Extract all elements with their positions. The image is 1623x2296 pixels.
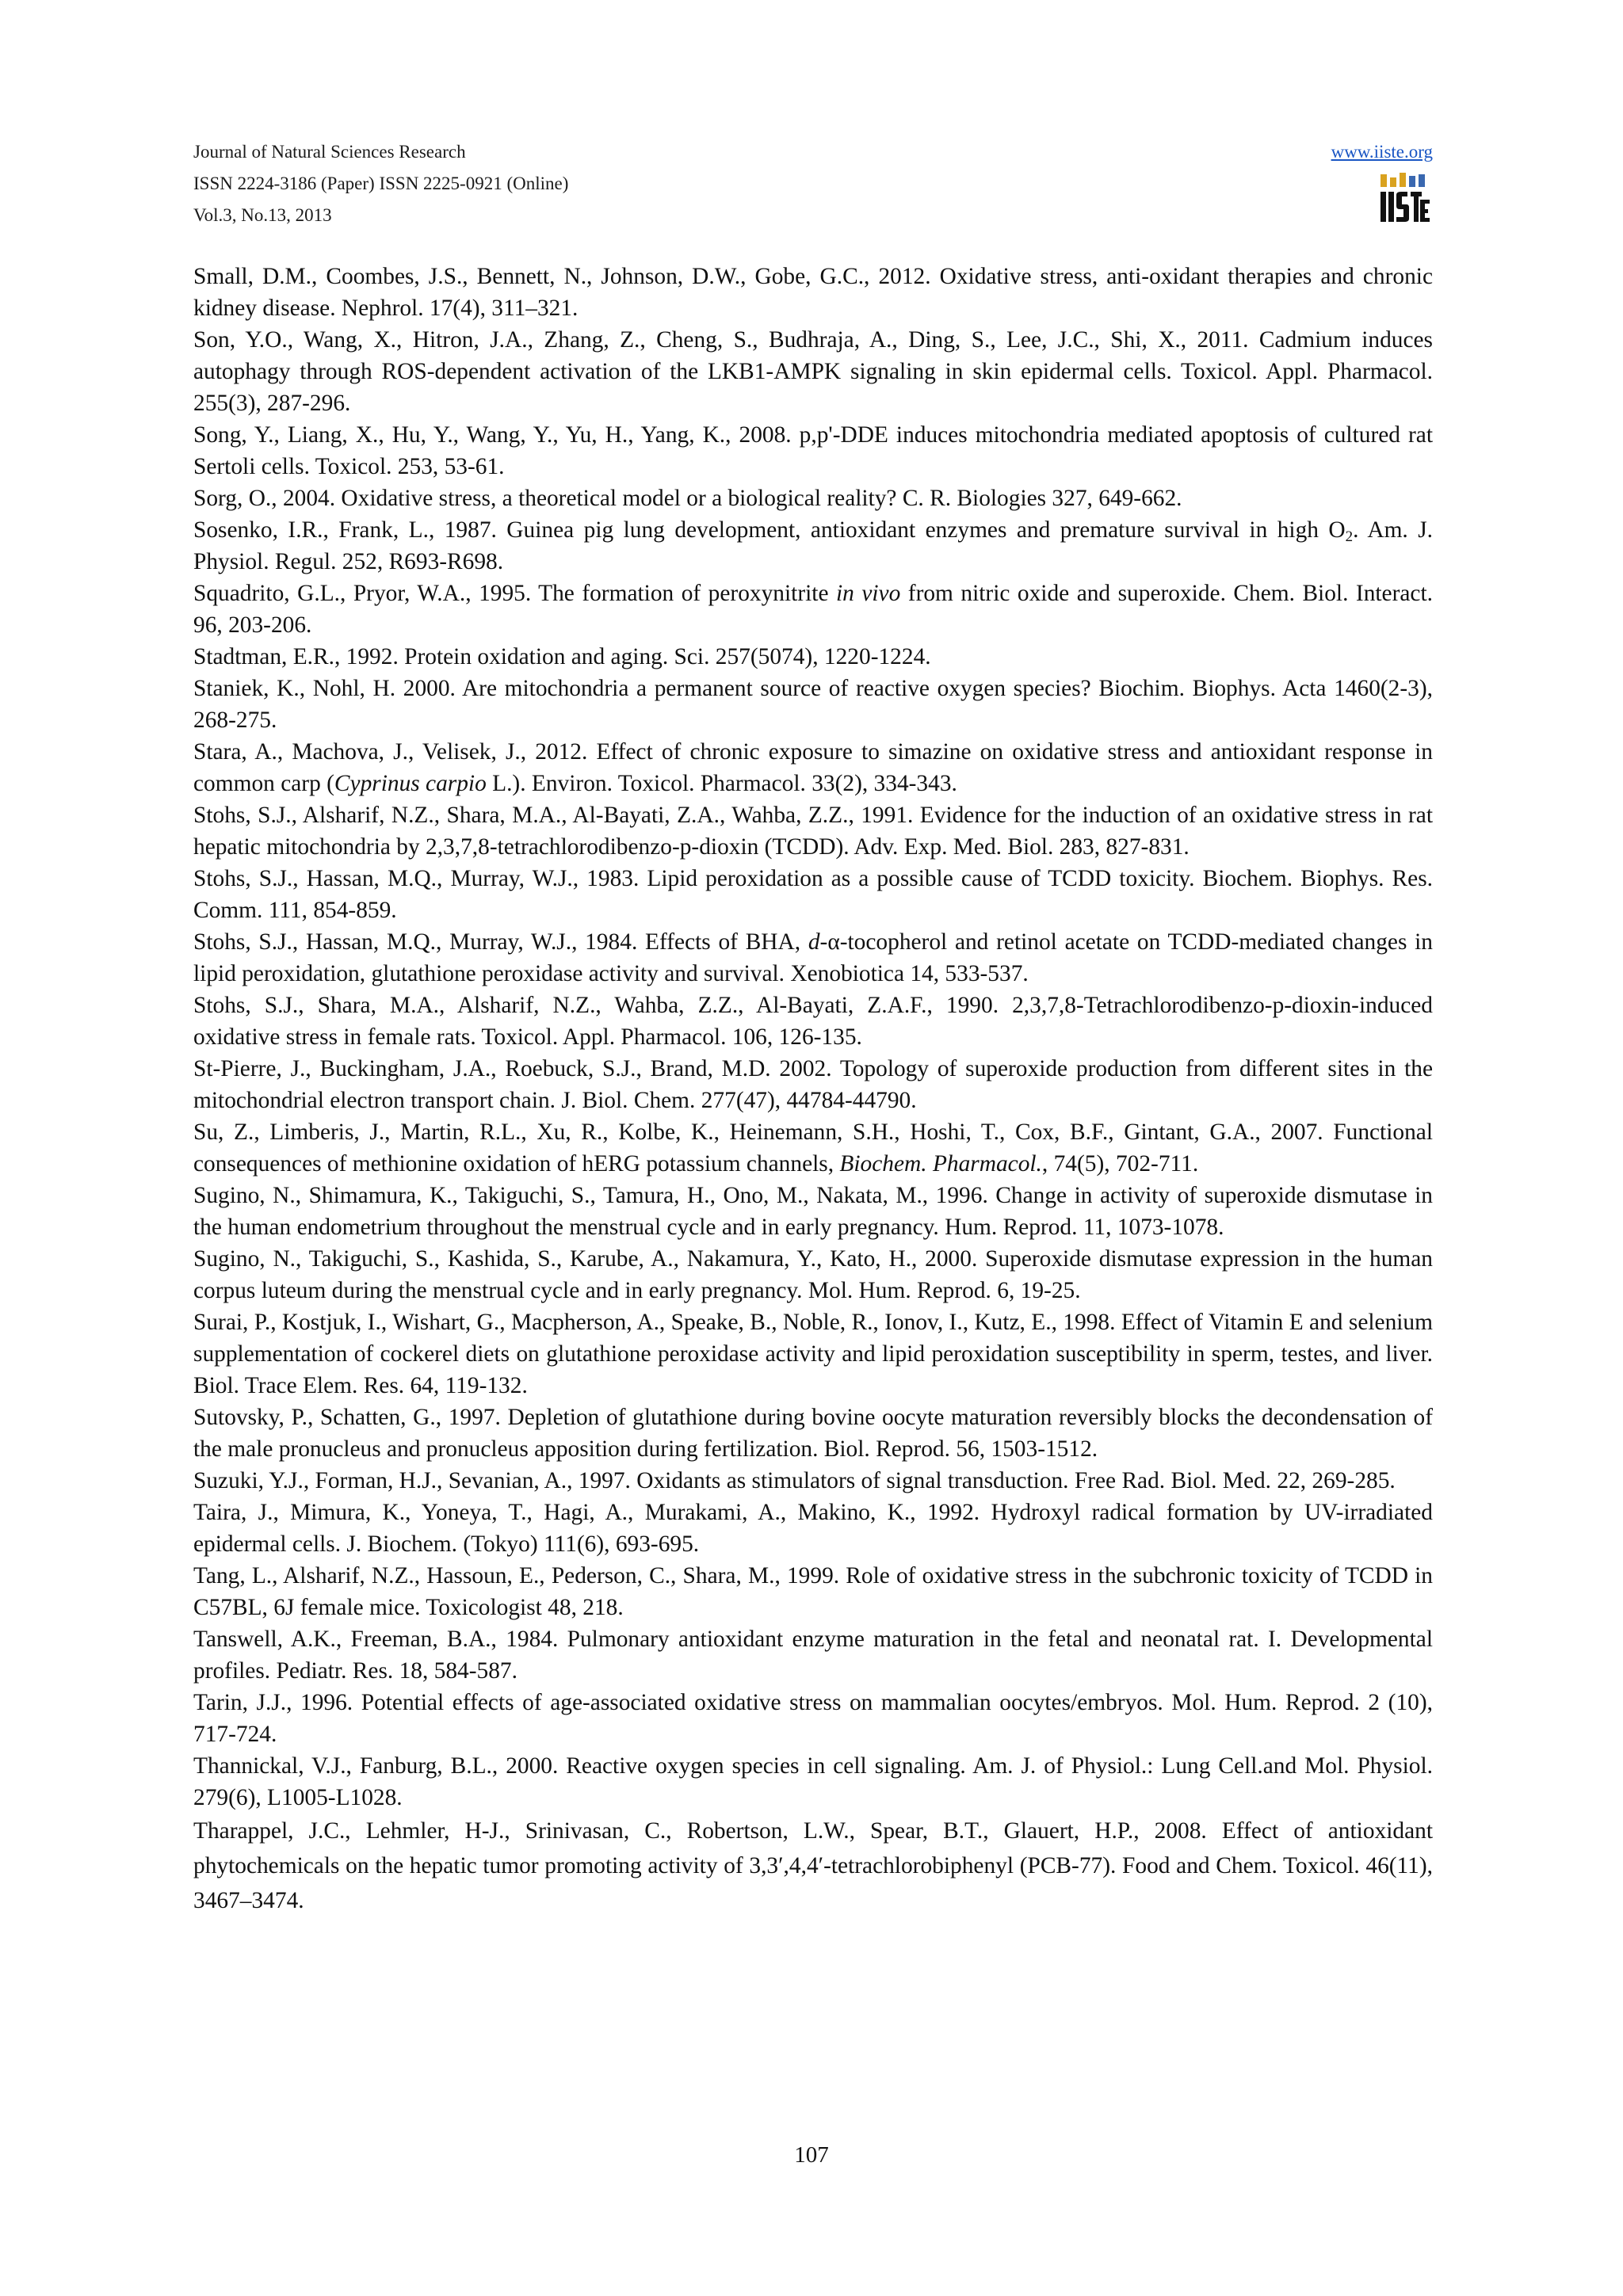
reference-entry: Tang, L., Alsharif, N.Z., Hassoun, E., Pederson, C., Shara, M., 1999. Role of oxidative stress in the subchronic toxicity of TCDD in C57BL, 6J female mice. Toxicologist 48, 218. xyxy=(193,1563,1433,1620)
reference-entry: Stadtman, E.R., 1992. Protein oxidation and aging. Sci. 257(5074), 1220-1224. xyxy=(193,644,931,669)
volume-line: Vol.3, No.13, 2013 xyxy=(193,205,332,225)
running-header xyxy=(193,136,1433,231)
issn-line: ISSN 2224-3186 (Paper) ISSN 2225-0921 (Online) xyxy=(193,174,569,193)
reference-entry: Su, Z., Limberis, J., Martin, R.L., Xu, R., Kolbe, K., Heinemann, S.H., Hoshi, T., Cox, B.F., Gintant, G.A., 2007. Functional consequences of methionine oxidation of hERG potassium channels, Biochem. Pharmacol., 74(5), 702-711. xyxy=(193,1119,1433,1177)
reference-entry: Thannickal, V.J., Fanburg, B.L., 2000. Reactive oxygen species in cell signaling. Am. J. of Physiol.: Lung Cell.and Mol. Physiol. 279(6), L1005-L1028. xyxy=(193,1753,1433,1810)
reference-entry: Small, D.M., Coombes, J.S., Bennett, N., Johnson, D.W., Gobe, G.C., 2012. Oxidative stress, anti-oxidant therapies and chronic kidney disease. Nephrol. 17(4), 311–321. xyxy=(193,264,1433,321)
website-link[interactable]: www.iiste.org xyxy=(1331,142,1433,162)
reference-entry: Staniek, K., Nohl, H. 2000. Are mitochondria a permanent source of reactive oxygen species? Biochim. Biophys. Acta 1460(2-3), 268-275. xyxy=(193,676,1433,733)
reference-entry: Stara, A., Machova, J., Velisek, J., 2012. Effect of chronic exposure to simazine on oxidative stress and antioxidant response in common carp (Cyprinus carpio L.). Environ. Toxicol. Pharmacol. 33(2), 334-343. xyxy=(193,739,1433,796)
reference-entry: Son, Y.O., Wang, X., Hitron, J.A., Zhang, Z., Cheng, S., Budhraja, A., Ding, S., Lee, J.C., Shi, X., 2011. Cadmium induces autophagy through ROS-dependent activation of the LKB1-AMPK signaling in skin epidermal cells. Toxicol. Appl. Pharmacol. 255(3), 287-296. xyxy=(193,327,1433,416)
journal-title: Journal of Natural Sciences Research xyxy=(193,142,466,162)
page-number: 107 xyxy=(794,2142,829,2168)
reference-entry: Tanswell, A.K., Freeman, B.A., 1984. Pulmonary antioxidant enzyme maturation in the fetal and neonatal rat. I. Developmental profiles. Pediatr. Res. 18, 584-587. xyxy=(193,1627,1433,1684)
reference-entry: Stohs, S.J., Shara, M.A., Alsharif, N.Z., Wahba, Z.Z., Al-Bayati, Z.A.F., 1990. 2,3,7,8-Tetrachlorodibenzo-p-dioxin-induced oxidative stress in female rats. Toxicol. Appl. Pharmacol. 106, 126-135. xyxy=(193,993,1433,1050)
reference-entry: Surai, P., Kostjuk, I., Wishart, G., Macpherson, A., Speake, B., Noble, R., Ionov, I., Kutz, E., 1998. Effect of Vitamin E and selenium supplementation of cockerel diets on glutathione peroxidase activity and lipid peroxidation susceptibility in sperm, testes, and liver. Biol. Trace Elem. Res. 64, 119-132. xyxy=(193,1310,1433,1398)
reference-entry: Sosenko, I.R., Frank, L., 1987. Guinea pig lung development, antioxidant enzymes and premature survival in high $O_2$. Am. J. Physiol. Regul. 252, R693-R698. xyxy=(193,517,1434,574)
reference-entry: Squadrito, G.L., Pryor, W.A., 1995. The formation of peroxynitrite in vivo from nitric oxide and superoxide. Chem. Biol. Interact. 96, 203-206. xyxy=(193,581,1433,638)
reference-entry: Tharappel, J.C., Lehmler, H-J., Srinivasan, C., Robertson, L.W., Spear, B.T., Glauert, H.P., 2008. Effect of antioxidant phytochemicals on the hepatic tumor promoting activity of 3,3′,4,4′-tetrachlorobiphenyl (PCB-77). Food and Chem. Toxicol. 46(11), 3467–3474. xyxy=(193,1818,1433,1913)
reference-entry: Sugino, N., Takiguchi, S., Kashida, S., Karube, A., Nakamura, Y., Kato, H., 2000. Superoxide dismutase expression in the human corpus luteum during the menstrual cycle and in early pregnancy. Mol. Hum. Reprod. 6, 19-25. xyxy=(193,1246,1433,1303)
reference-entry: Suzuki, Y.J., Forman, H.J., Sevanian, A., 1997. Oxidants as stimulators of signal transduction. Free Rad. Biol. Med. 22, 269-285. xyxy=(193,1468,1396,1493)
reference-entry: Taira, J., Mimura, K., Yoneya, T., Hagi, A., Murakami, A., Makino, K., 1992. Hydroxyl radical formation by UV-irradiated epidermal cells. J. Biochem. (Tokyo) 111(6), 693-695. xyxy=(193,1500,1433,1557)
reference-entry: Sutovsky, P., Schatten, G., 1997. Depletion of glutathione during bovine oocyte maturation reversibly blocks the decondensation of the male pronucleus and pronucleus apposition during fertilization. Biol. Reprod. 56, 1503-1512. xyxy=(193,1405,1433,1462)
reference-entry: Song, Y., Liang, X., Hu, Y., Wang, Y., Yu, H., Yang, K., 2008. p,p'-DDE induces mitochondria mediated apoptosis of cultured rat Sertoli cells. Toxicol. 253, 53-61. xyxy=(193,422,1433,479)
iiste-logo-icon xyxy=(1377,171,1433,227)
reference-entry: Stohs, S.J., Hassan, M.Q., Murray, W.J., 1984. Effects of BHA, d-α-tocopherol and retinol acetate on TCDD-mediated changes in lipid peroxidation, glutathione peroxidase activity and survival. Xenobiotica 14, 533-537. xyxy=(193,929,1433,986)
reference-entry: Tarin, J.J., 1996. Potential effects of age-associated oxidative stress on mammalian oocytes/embryos. Mol. Hum. Reprod. 2 (10), 717-724. xyxy=(193,1690,1433,1747)
reference-entry: Sugino, N., Shimamura, K., Takiguchi, S., Tamura, H., Ono, M., Nakata, M., 1996. Change in activity of superoxide dismutase in the human endometrium throughout the menstrual cycle and in early pregnancy. Hum. Reprod. 11, 1073-1078. xyxy=(193,1183,1433,1240)
reference-entry: Stohs, S.J., Hassan, M.Q., Murray, W.J., 1983. Lipid peroxidation as a possible cause of TCDD toxicity. Biochem. Biophys. Res. Comm. 111, 854-859. xyxy=(193,866,1433,923)
reference-entry: Stohs, S.J., Alsharif, N.Z., Shara, M.A., Al-Bayati, Z.A., Wahba, Z.Z., 1991. Evidence for the induction of an oxidative stress in rat hepatic mitochondria by 2,3,7,8-tetrachlorodibenzo-p-dioxin (TCDD). Adv. Exp. Med. Biol. 283, 827-831. xyxy=(193,803,1433,860)
reference-entry: Sorg, O., 2004. Oxidative stress, a theoretical model or a biological reality? C. R. Biologies 327, 649-662. xyxy=(193,486,1182,511)
reference-entry: St-Pierre, J., Buckingham, J.A., Roebuck, S.J., Brand, M.D. 2002. Topology of superoxide production from different sites in the mitochondrial electron transport chain. J. Biol. Chem. 277(47), 44784-44790. xyxy=(193,1056,1433,1113)
reference-list xyxy=(193,261,1433,1918)
